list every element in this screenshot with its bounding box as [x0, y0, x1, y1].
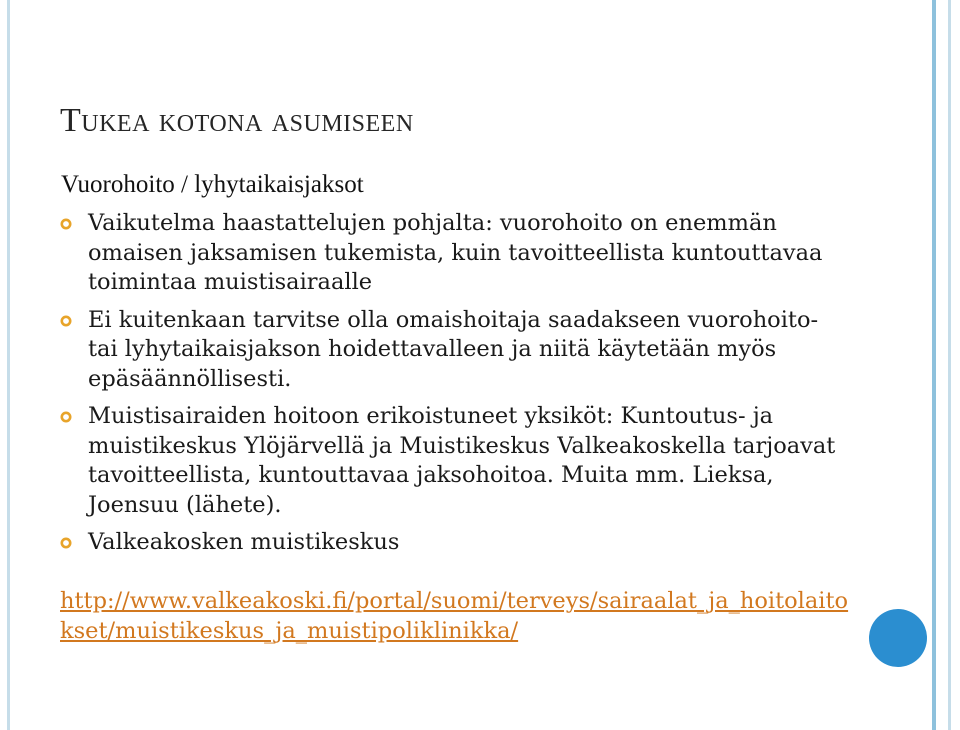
blue-circle-decoration	[869, 609, 927, 667]
right-border-line-outer	[948, 0, 951, 730]
right-border-line	[932, 0, 936, 730]
ring-bullet-icon	[60, 411, 72, 423]
bullet-item	[60, 209, 850, 298]
slide-subtitle: Vuorohoito / lyhytaikaisjaksot	[61, 171, 364, 198]
bullet-text: Vaikutelma haastattelujen pohjalta: vuorohoito on enemmän omaisen jaksamisen tukemista, kuin tavoitteellista kuntouttavaa toimintaa muistisairaalle	[88, 210, 823, 295]
ring-bullet-icon	[60, 537, 72, 549]
bullet-item	[60, 306, 850, 395]
ring-bullet-icon	[60, 218, 72, 230]
muistikeskus-link[interactable]: http://www.valkeakoski.fi/portal/suomi/terveys/sairaalat_ja_hoitolaitokset/muistikeskus_ja_muistipoliklinikka/	[60, 588, 849, 644]
bullet-text: Valkeakosken muistikeskus	[88, 529, 400, 555]
bullet-list	[60, 209, 850, 566]
left-border-line	[7, 0, 10, 730]
slide-title: Tukea kotona asumiseen	[60, 102, 414, 139]
ring-bullet-icon	[60, 315, 72, 327]
bullet-text: Ei kuitenkaan tarvitse olla omaishoitaja saadakseen vuorohoito- tai lyhytaikaisjakson hoidettavalleen ja niitä käytetään myös epäsäännöllisesti.	[88, 306, 819, 392]
bullet-item	[60, 528, 850, 558]
bullet-text: Muistisairaiden hoitoon erikoistuneet yksiköt: Kuntoutus- ja muistikeskus Ylöjärvellä ja Muistikeskus Valkeakoskella tarjoavat tavoitteellista, kuntouttavaa jaksohoitoa. Muita mm. Lieksa, Joensuu (lähete).	[88, 403, 836, 518]
bullet-item	[60, 402, 850, 520]
